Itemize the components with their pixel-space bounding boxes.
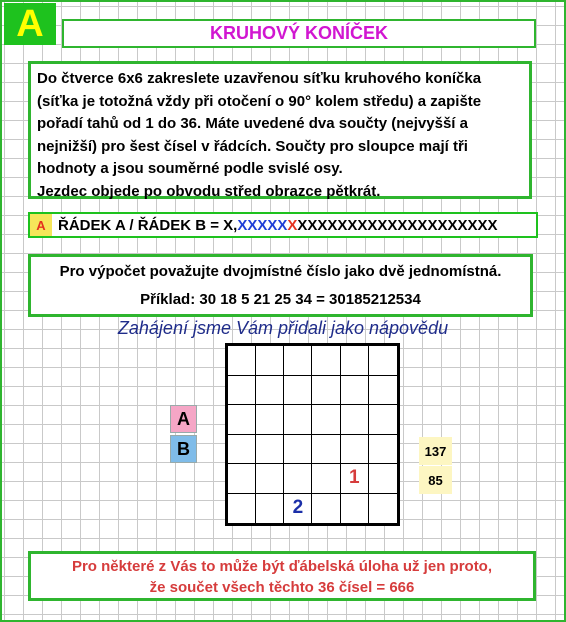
grid-cell[interactable] (369, 494, 397, 524)
footer-line: že součet všech těchto 36 čísel = 666 (149, 579, 415, 596)
grid-cell[interactable] (312, 405, 340, 435)
grid-cell[interactable] (228, 464, 256, 494)
instruction-line: Jezdec objede po obvodu střed obrazce pětkrát. (37, 182, 381, 200)
grid-cell[interactable] (369, 435, 397, 465)
grid-cell[interactable] (256, 435, 284, 465)
code-suffix: XXXXXXXXXXXXXXXXXXXX (297, 216, 498, 234)
grid-cell[interactable] (312, 464, 340, 494)
grid-cell[interactable] (256, 346, 284, 376)
instructions-box (28, 61, 532, 199)
grid-cell[interactable] (369, 346, 397, 376)
example-line: Příklad: 30 18 5 21 25 34 = 30185212534 (140, 291, 421, 308)
grid-cell[interactable] (228, 494, 256, 524)
grid-cell[interactable] (256, 405, 284, 435)
grid-cell[interactable] (256, 376, 284, 406)
row-label-b: B (170, 435, 197, 463)
grid-cell[interactable]: 2 (284, 494, 312, 524)
grid-cell[interactable] (341, 346, 369, 376)
grid-cell[interactable] (312, 494, 340, 524)
footer-note (28, 551, 536, 601)
row-sum-low: 85 (419, 466, 452, 494)
grid-cell[interactable] (369, 376, 397, 406)
code-blue-part: XXXXX (237, 216, 288, 234)
hint-text: Zahájení jsme Vám přidali jako nápovědu (117, 318, 449, 338)
footer-line: Pro některé z Vás to může být ďábelská úloha už jen proto, (71, 558, 493, 575)
grid-cell[interactable] (284, 346, 312, 376)
grid-cell[interactable] (256, 494, 284, 524)
grid-cell[interactable] (228, 346, 256, 376)
grid-cell[interactable] (369, 464, 397, 494)
instruction-line: nejnižší) pro šest čísel v řádcích. Součty pro sloupce mají tři (37, 137, 468, 155)
grid-cell[interactable] (341, 376, 369, 406)
grid-cell[interactable] (369, 405, 397, 435)
instruction-line: hodnoty a jsou souměrné podle svislé osy. (37, 160, 343, 177)
code-prefix: ŘÁDEK A / ŘÁDEK B = X, (58, 216, 238, 234)
grid-cell[interactable] (284, 376, 312, 406)
example-box (28, 254, 533, 317)
grid-cell[interactable]: 1 (341, 464, 369, 494)
puzzle-grid (225, 343, 400, 526)
answer-code-text (58, 217, 497, 234)
grid-cell[interactable] (312, 346, 340, 376)
grid-cell[interactable] (228, 405, 256, 435)
grid-cell[interactable] (228, 376, 256, 406)
grid-cell[interactable] (284, 464, 312, 494)
grid-cell[interactable] (341, 405, 369, 435)
grid-cell[interactable] (341, 435, 369, 465)
grid-cell[interactable] (312, 435, 340, 465)
example-rule: Pro výpočet považujte dvojmístné číslo jako dvě jednomístná. (59, 263, 502, 280)
puzzle-letter-badge: A (4, 3, 56, 45)
answer-code-badge: A (30, 214, 52, 236)
instruction-line: Do čtverce 6x6 zakreslete uzavřenou síťku kruhového koníčka (37, 70, 482, 87)
instruction-line: (síťka je totožná vždy při otočení o 90° kolem středu) a zapište (37, 92, 482, 110)
instruction-line: pořadí tahů od 1 do 36. Máte uvedené dva součty (nejvyšší a (37, 115, 468, 132)
grid-cell[interactable] (284, 405, 312, 435)
grid-cell[interactable] (256, 464, 284, 494)
grid-cell[interactable] (312, 376, 340, 406)
row-label-a: A (170, 405, 197, 433)
grid-cell[interactable] (284, 435, 312, 465)
row-sum-high: 137 (419, 437, 452, 465)
grid-cell[interactable] (341, 494, 369, 524)
code-red-part: X (287, 216, 298, 234)
answer-code-bar (28, 212, 538, 238)
grid-cell[interactable] (228, 435, 256, 465)
puzzle-title: KRUHOVÝ KONÍČEK (62, 19, 536, 48)
